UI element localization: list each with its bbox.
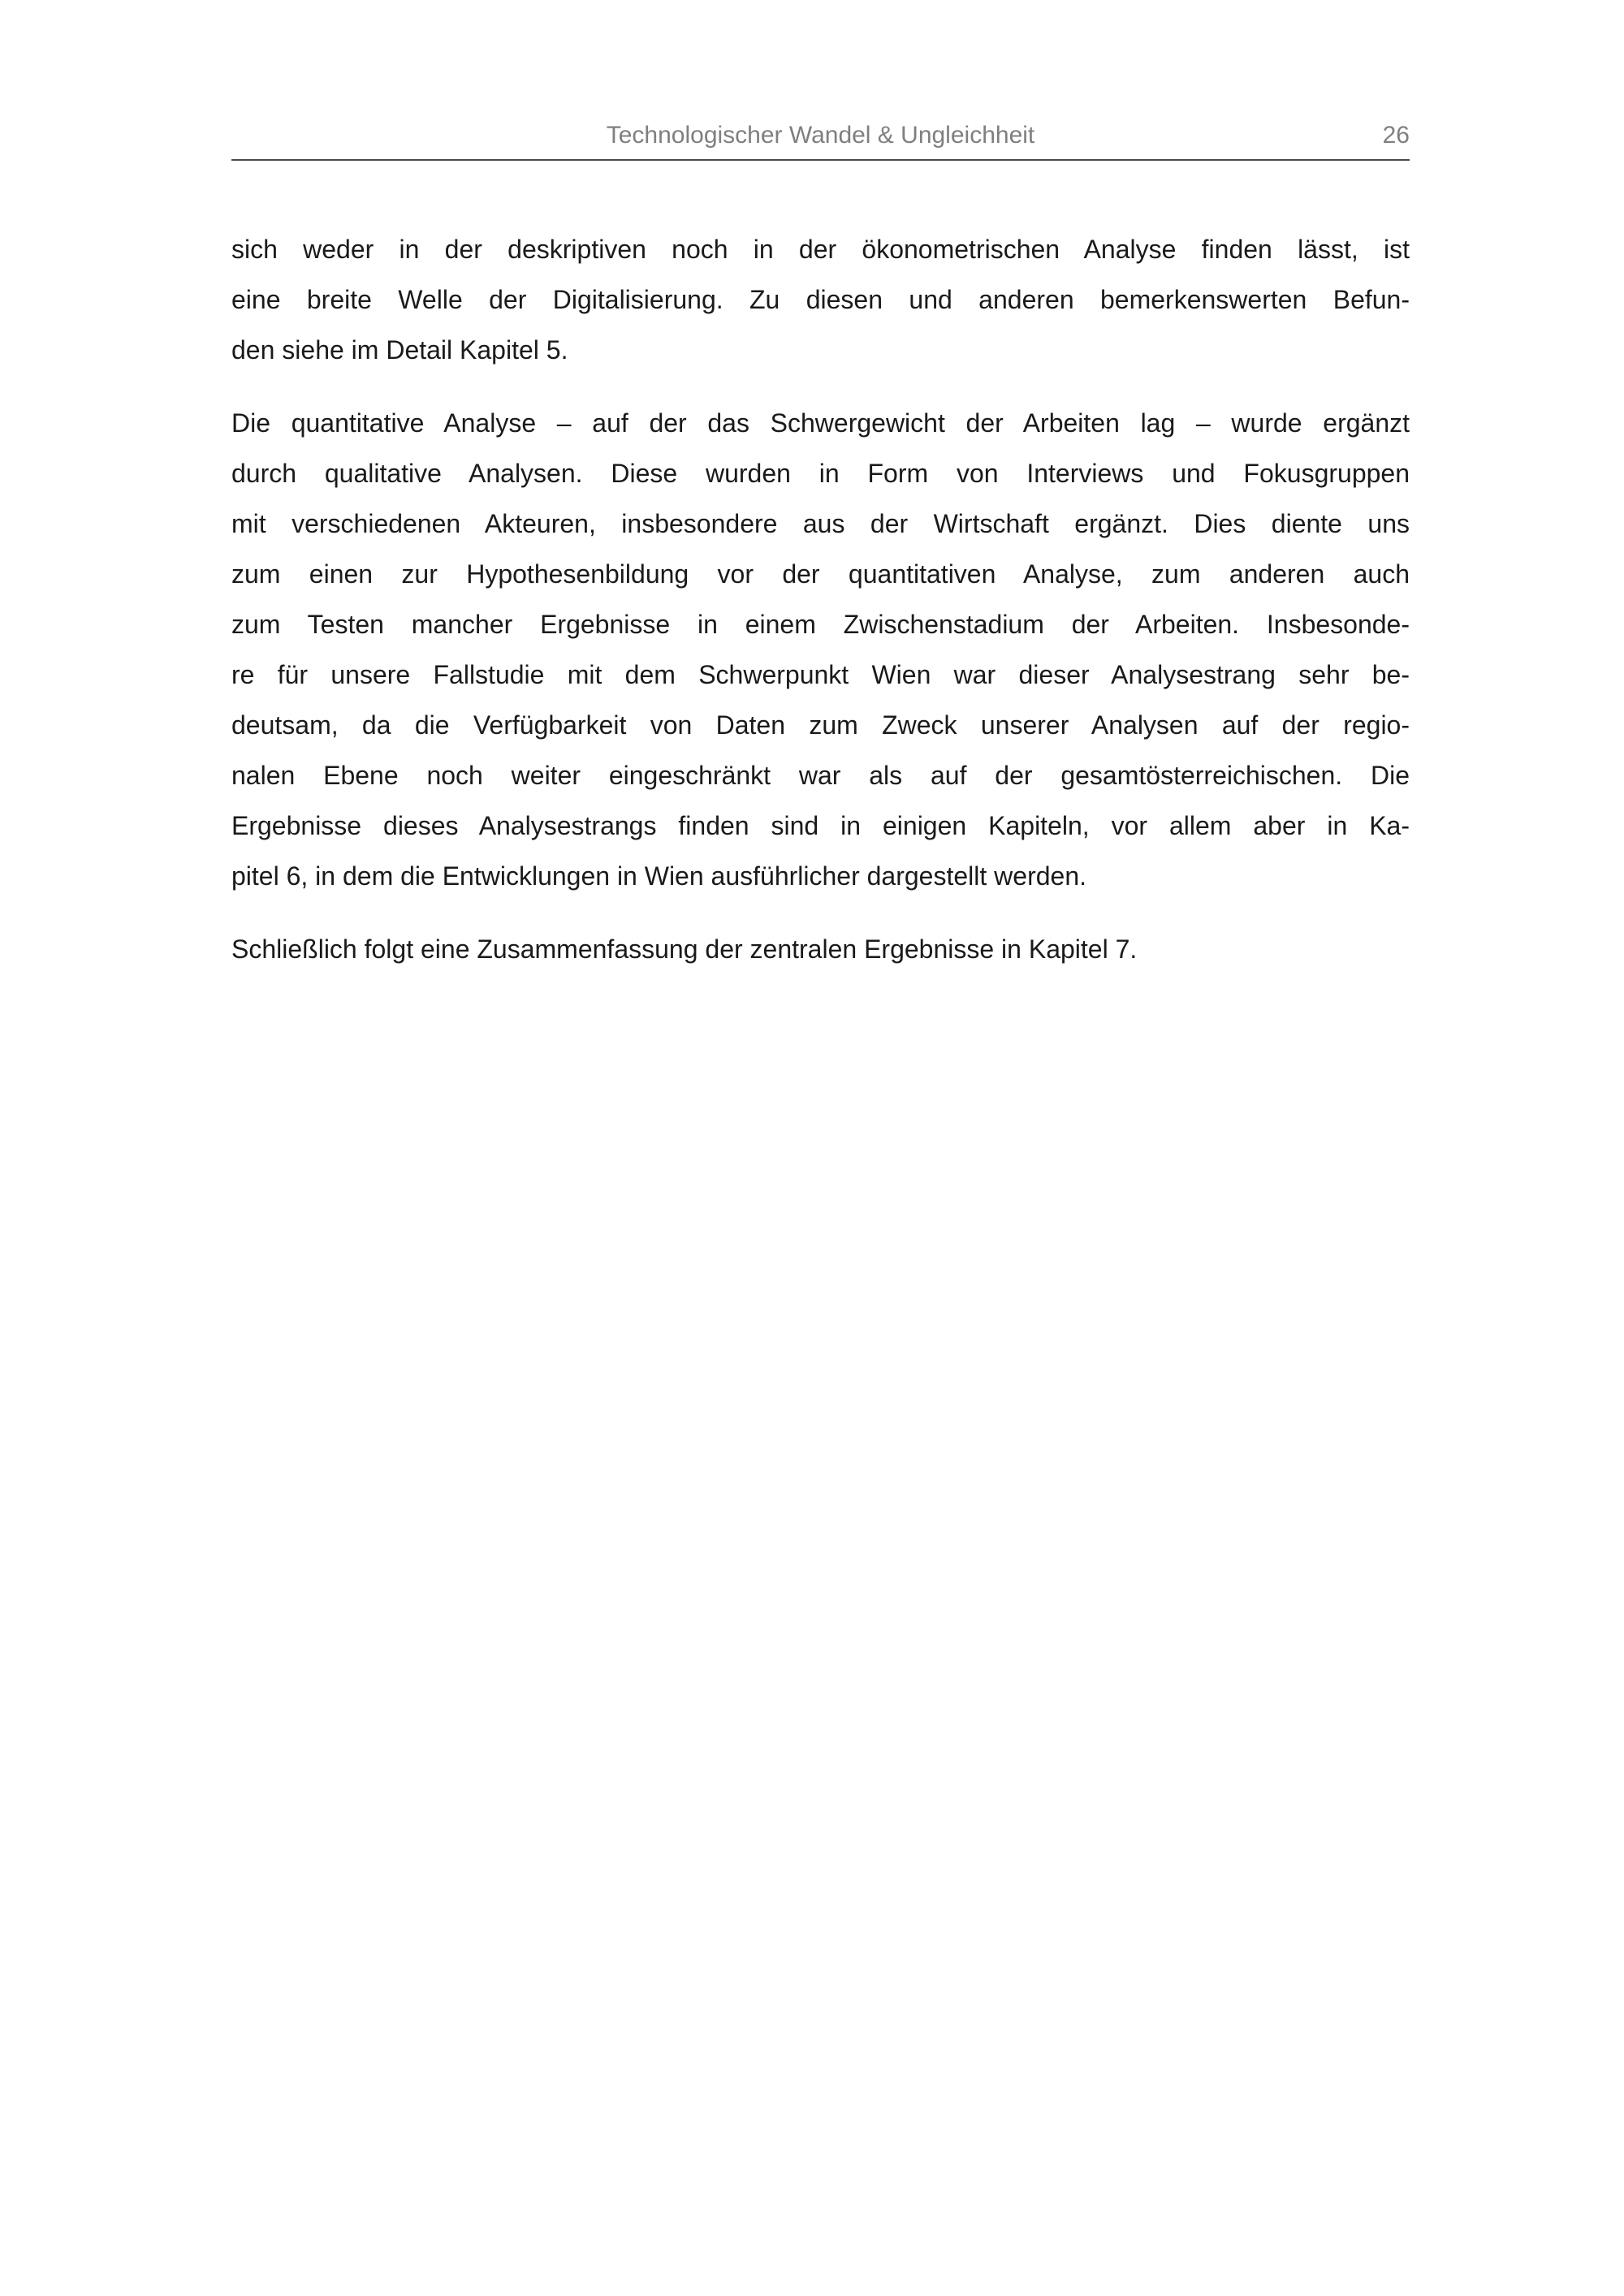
paragraph-line: zum einen zur Hypothesenbildung vor der quantitativen Analyse, zum anderen auch: [231, 559, 1410, 589]
paragraph-line: durch qualitative Analysen. Diese wurden in Form von Interviews und Fokusgruppen: [231, 459, 1410, 488]
paragraph-line: deutsam, da die Verfügbarkeit von Daten zum Zweck unserer Analysen auf der regio-: [231, 710, 1410, 740]
paragraph-line: Schließlich folgt eine Zusammenfassung der zentralen Ergebnisse in Kapitel 7.: [231, 934, 1138, 964]
paragraph-line: sich weder in der deskriptiven noch in der ökonometrischen Analyse finden lässt, ist: [231, 235, 1410, 264]
page-header: [231, 120, 1410, 161]
paragraph-line: zum Testen mancher Ergebnisse in einem Zwischenstadium der Arbeiten. Insbesonde-: [231, 610, 1410, 639]
paragraph: [231, 398, 1410, 901]
paragraph-line: eine breite Welle der Digitalisierung. Zu diesen und anderen bemerkenswerten Befun-: [231, 285, 1410, 314]
body-text: [231, 224, 1410, 974]
page-content: [231, 120, 1410, 997]
running-header-title: Technologischer Wandel & Ungleichheit: [606, 122, 1035, 149]
paragraph-line: re für unsere Fallstudie mit dem Schwerpunkt Wien war dieser Analysestrang sehr be-: [231, 660, 1410, 689]
paragraph: [231, 224, 1410, 375]
paragraph-line: Ergebnisse dieses Analysestrangs finden sind in einigen Kapiteln, vor allem aber in Ka-: [231, 811, 1410, 840]
paragraph-line: nalen Ebene noch weiter eingeschränkt war als auf der gesamtösterreichischen. Die: [231, 761, 1410, 790]
page-number: 26: [1382, 122, 1410, 149]
paragraph: [231, 924, 1410, 974]
paragraph-line: den siehe im Detail Kapitel 5.: [231, 335, 568, 365]
paragraph-line: mit verschiedenen Akteuren, insbesondere aus der Wirtschaft ergänzt. Dies diente uns: [231, 509, 1410, 538]
paragraph-line: Die quantitative Analyse – auf der das Schwergewicht der Arbeiten lag – wurde ergänzt: [231, 408, 1410, 438]
paragraph-line: pitel 6, in dem die Entwicklungen in Wien ausführlicher dargestellt werden.: [231, 861, 1086, 891]
